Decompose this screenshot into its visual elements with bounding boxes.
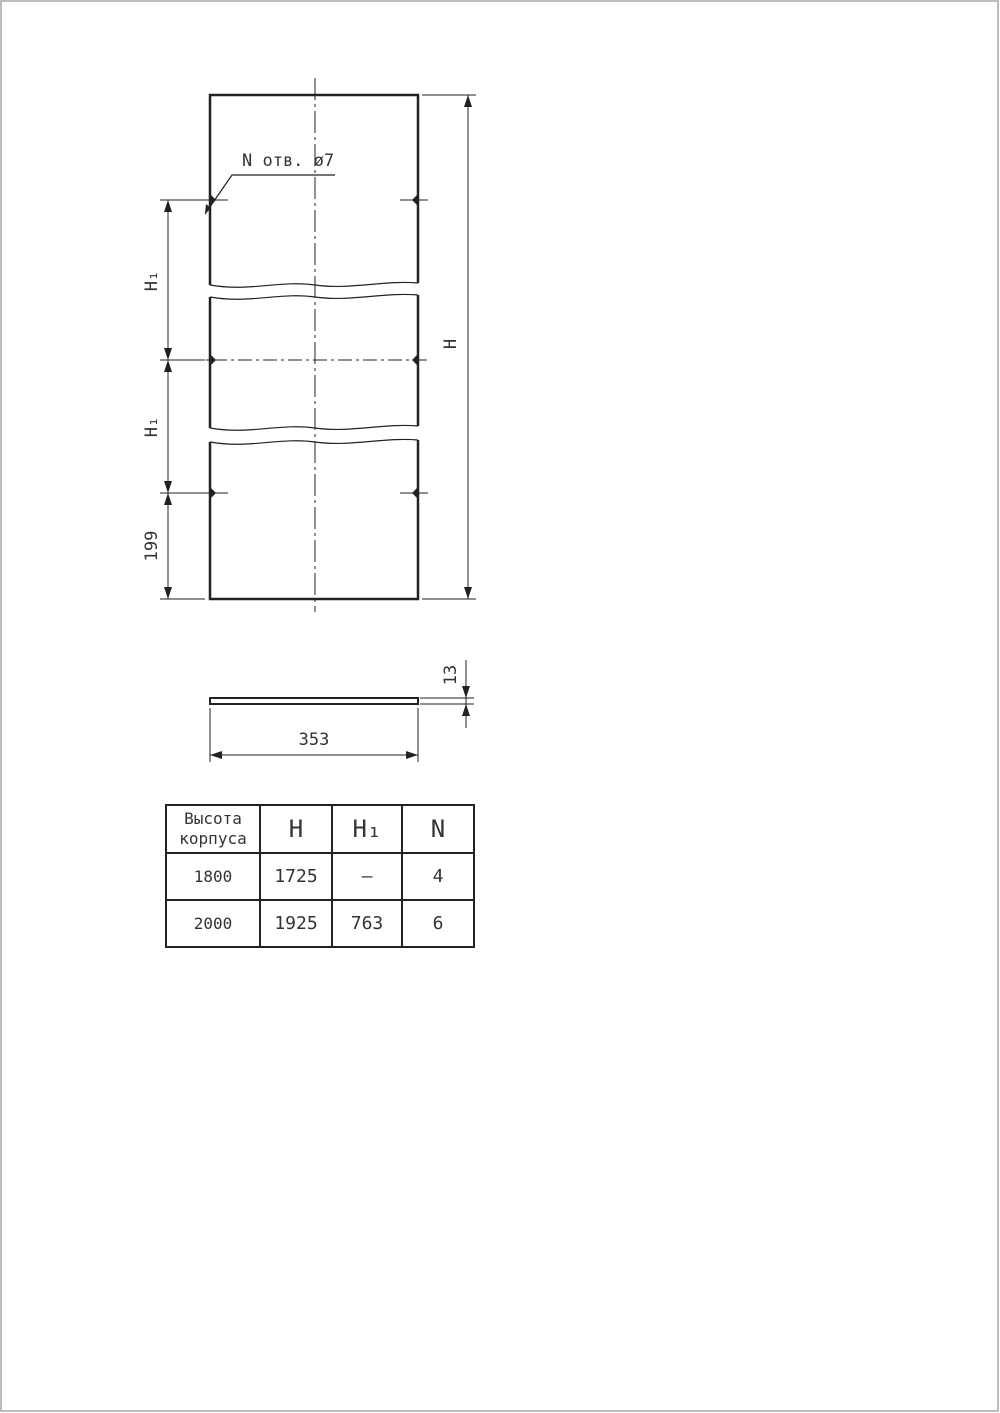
cell-n: 4 <box>402 853 474 900</box>
header-n: N <box>402 805 474 853</box>
break-line-lower-1 <box>210 425 418 430</box>
panel-edge-outline <box>210 698 418 704</box>
panel-outline-top <box>210 95 418 285</box>
hole-marks <box>210 194 418 499</box>
hole-callout-text: N отв. ø7 <box>242 151 335 171</box>
table-header-row <box>166 805 474 853</box>
header-h: H <box>260 805 332 853</box>
cell-cabinet-height: 2000 <box>166 900 260 947</box>
dim-199: 199 <box>142 530 162 562</box>
table-row <box>166 900 474 947</box>
cell-h1: 763 <box>332 900 402 947</box>
break-line-lower-2 <box>210 439 418 444</box>
cell-h: 1925 <box>260 900 332 947</box>
header-cabinet-height: Высота корпуса <box>166 805 260 853</box>
table-row <box>166 853 474 900</box>
panel-edge-view <box>210 660 474 762</box>
dim-h-total: H <box>441 338 461 350</box>
panel-outline-bottom <box>210 440 418 599</box>
dim-h1-upper: H₁ <box>142 270 162 292</box>
cell-cabinet-height: 1800 <box>166 853 260 900</box>
dim-thickness: 13 <box>441 664 461 686</box>
dim-width: 353 <box>298 730 330 750</box>
cell-n: 6 <box>402 900 474 947</box>
cell-h: 1725 <box>260 853 332 900</box>
cell-h1: – <box>332 853 402 900</box>
dim-h1-lower: H₁ <box>142 416 162 438</box>
dimension-chain-left <box>160 200 205 599</box>
header-h1: H₁ <box>332 805 402 853</box>
break-line-upper-1 <box>210 282 418 287</box>
break-line-upper-2 <box>210 294 418 299</box>
sheet-border <box>1 1 998 1411</box>
dimensions-table <box>165 804 475 948</box>
